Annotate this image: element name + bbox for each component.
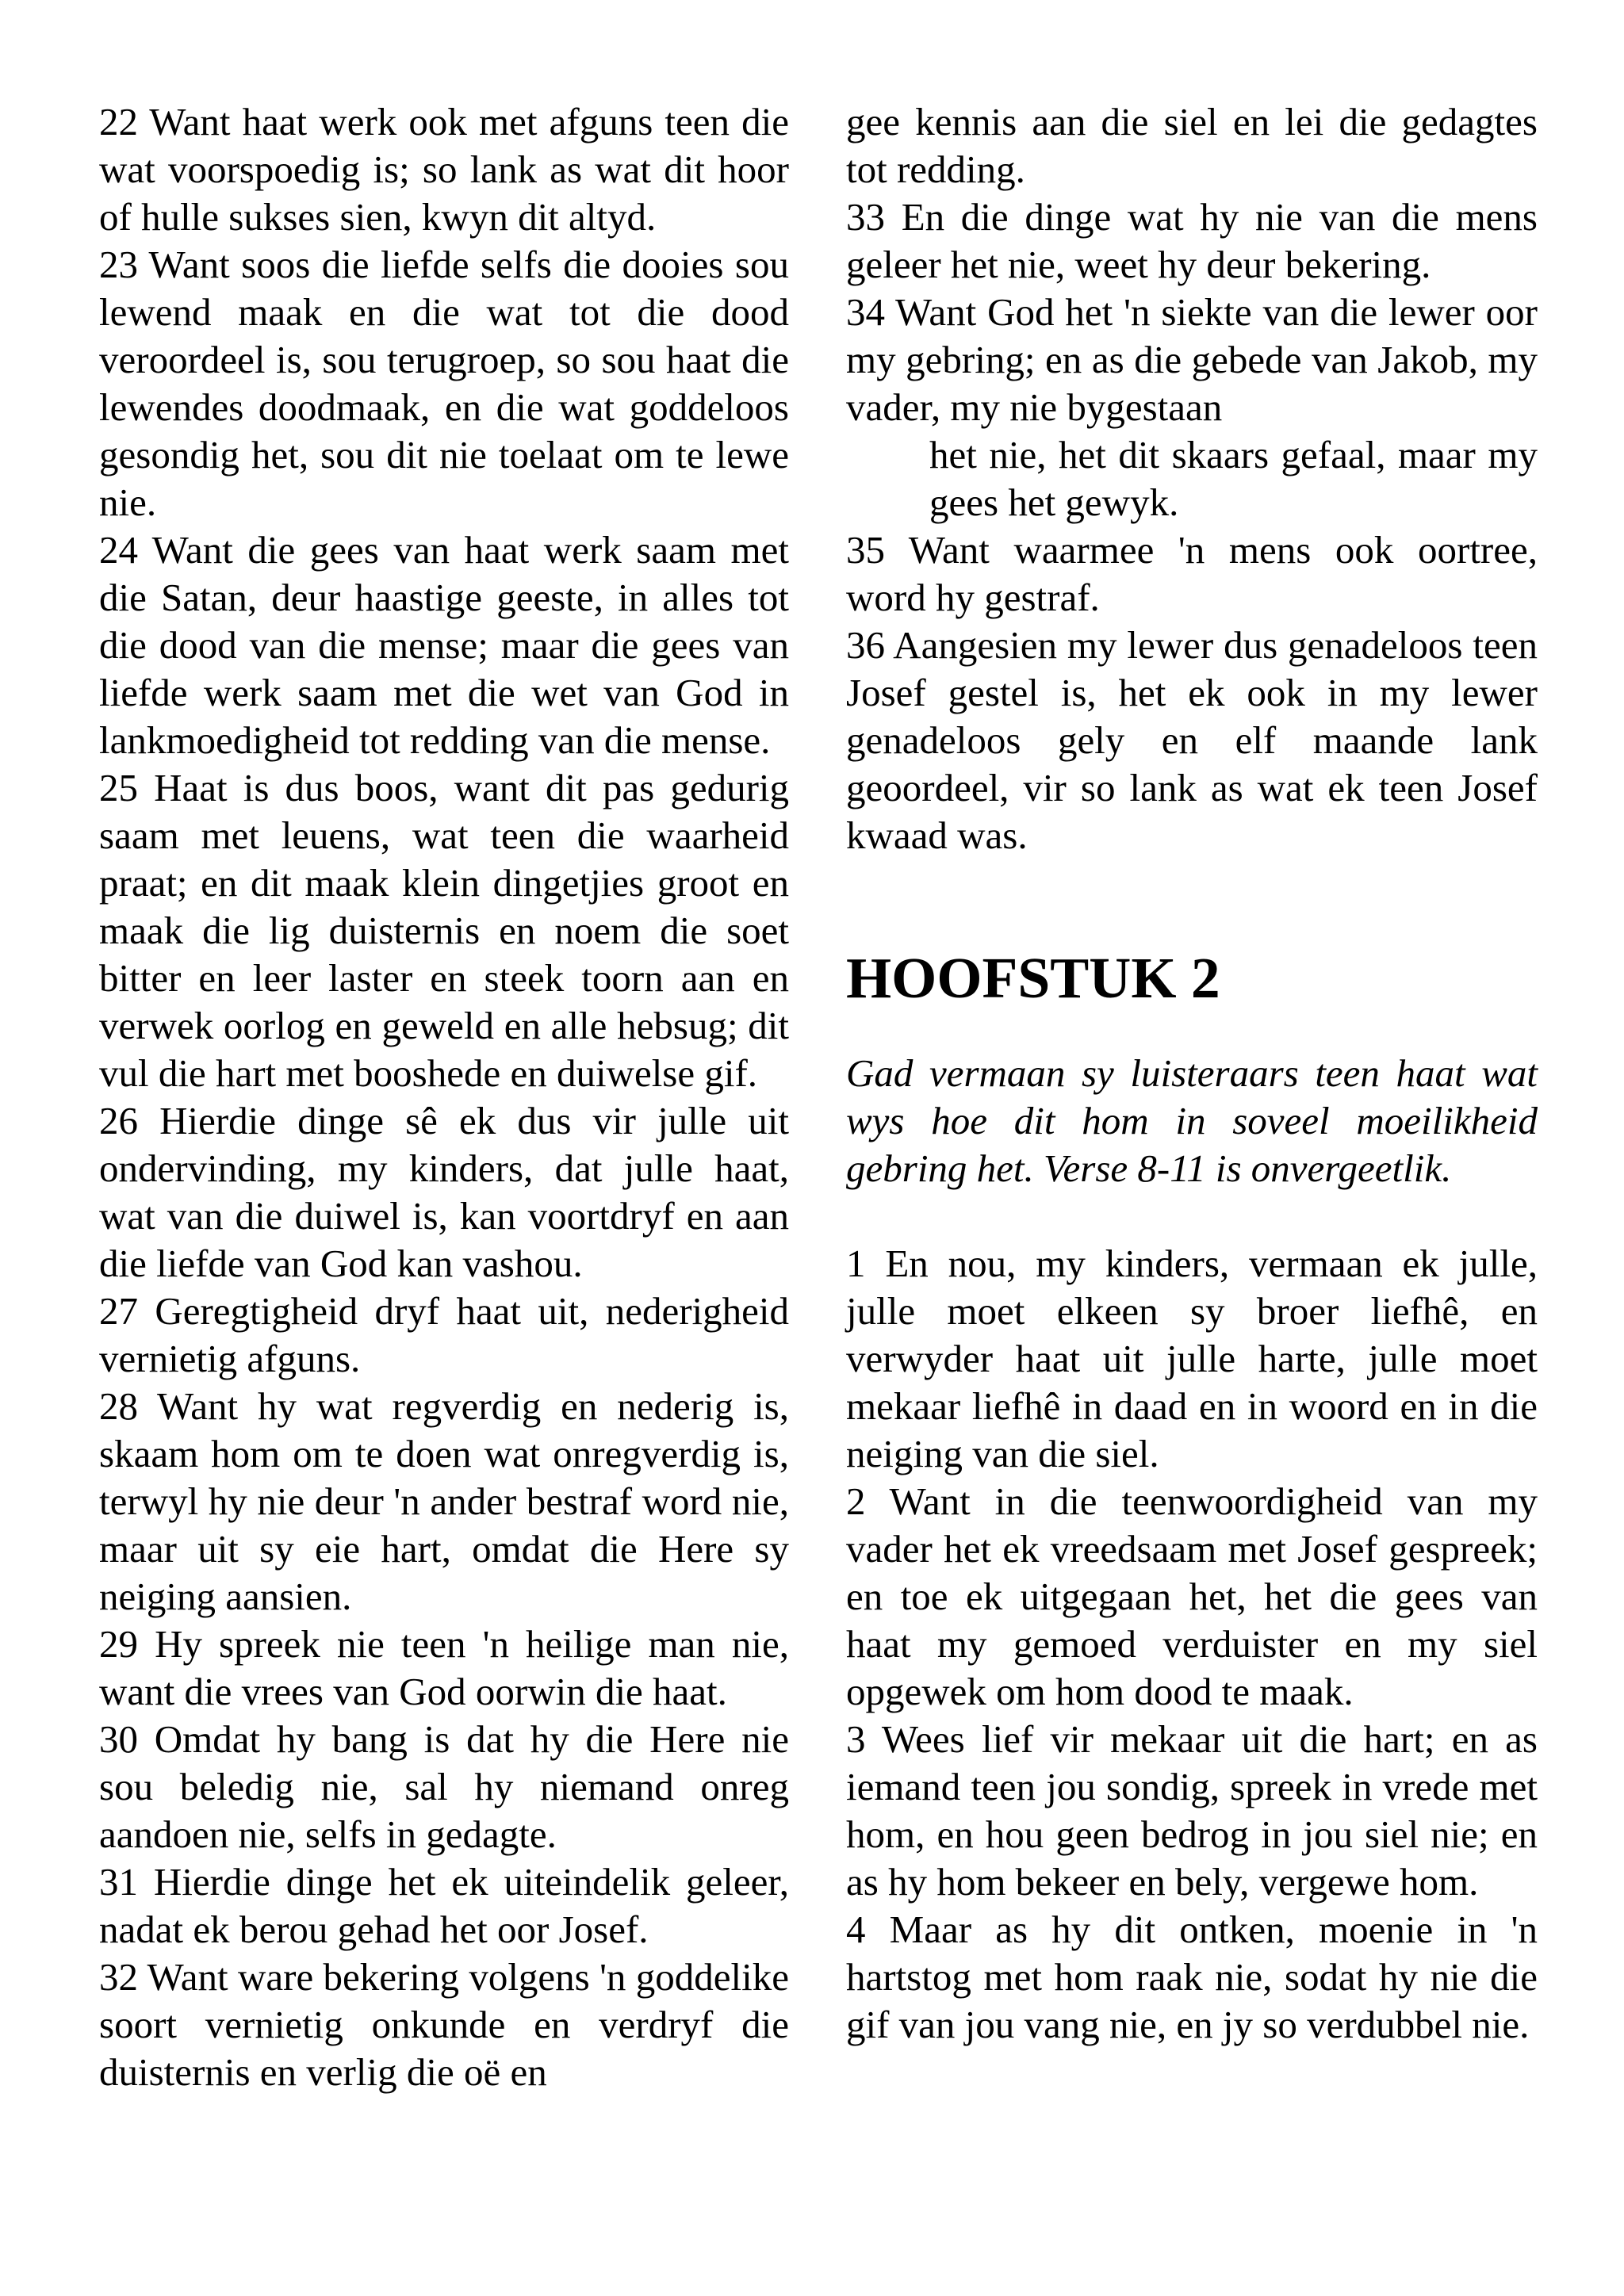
verse-33: 33 En die dinge wat hy nie van die mens geleer het nie, weet hy deur bekering. xyxy=(846,195,1538,286)
verse-27: 27 Geregtigheid dryf haat uit, nederigheid vernietig afguns. xyxy=(99,1289,789,1380)
verse-32: 32 Want ware bekering volgens 'n goddelike soort vernietig onkunde en verdryf die duisternis en verlig die oë en xyxy=(99,1955,789,2094)
verse-22: 22 Want haat werk ook met afguns teen die wat voorspoedig is; so lank as wat dit hoor of hulle sukses sien, kwyn dit altyd. xyxy=(99,100,789,239)
verse-23: 23 Want soos die liefde selfs die dooies sou lewend maak en die wat tot die dood veroordeel is, sou terugroep, so sou haat die lewendes doodmaak, en die wat goddeloos gesondig het, sou dit nie toelaat om te lewe nie. xyxy=(99,243,789,524)
chapter-heading: HOOFSTUK 2 xyxy=(846,946,1220,1010)
verse-28: 28 Want hy wat regverdig en nederig is, skaam hom om te doen wat onregverdig is, terwyl hy nie deur 'n ander bestraf word nie, maar uit sy eie hart, omdat die Here sy neiging aansien. xyxy=(99,1384,789,1618)
verse-32-continuation: gee kennis aan die siel en lei die gedagtes tot redding. xyxy=(846,100,1538,191)
verse-34-continuation: het nie, het dit skaars gefaal, maar my gees het gewyk. xyxy=(929,433,1538,524)
verse-36: 36 Aangesien my lewer dus genadeloos teen Josef gestel is, het ek ook in my lewer genadeloos gely en elf maande lank geoordeel, vir so lank as wat ek teen Josef kwaad was. xyxy=(846,623,1538,857)
verse-25: 25 Haat is dus boos, want dit pas gedurig saam met leuens, wat teen die waarheid praat; en dit maak klein dingetjies groot en maak die lig duisternis en noem die soet bitter en leer laster en steek toorn aan en verwek oorlog en geweld en alle hebsug; dit vul die hart met booshede en duiwelse gif. xyxy=(99,766,789,1095)
chapter2-verse-3: 3 Wees lief vir mekaar uit die hart; en as iemand teen jou sondig, spreek in vrede met hom, en hou geen bedrog in jou siel nie; en as hy hom bekeer en bely, vergewe hom. xyxy=(846,1717,1538,1904)
verse-31: 31 Hierdie dinge het ek uiteindelik geleer, nadat ek berou gehad het oor Josef. xyxy=(99,1860,789,1951)
chapter-summary: Gad vermaan sy luisteraars teen haat wat wys hoe dit hom in soveel moeilikheid gebring het. Verse 8-11 is onvergeetlik. xyxy=(846,1051,1538,1190)
chapter2-verse-1: 1 En nou, my kinders, vermaan ek julle, julle moet elkeen sy broer liefhê, en verwyder haat uit julle harte, julle moet mekaar liefhê in daad en in woord en in die neiging van die siel. xyxy=(846,1242,1538,1475)
right-column xyxy=(846,98,1538,2049)
chapter2-verse-4: 4 Maar as hy dit ontken, moenie in 'n hartstog met hom raak nie, sodat hy nie die gif van jou vang nie, en jy so verdubbel nie. xyxy=(846,1908,1538,2046)
verse-35: 35 Want waarmee 'n mens ook oortree, word hy gestraf. xyxy=(846,528,1538,619)
verse-30: 30 Omdat hy bang is dat hy die Here nie sou beledig nie, sal hy niemand onreg aandoen nie, selfs in gedagte. xyxy=(99,1717,789,1856)
verse-34: 34 Want God het 'n siekte van die lewer oor my gebring; en as die gebede van Jakob, my vader, my nie bygestaan xyxy=(846,290,1538,429)
verse-29: 29 Hy spreek nie teen 'n heilige man nie, want die vrees van God oorwin die haat. xyxy=(99,1622,789,1713)
verse-24: 24 Want die gees van haat werk saam met die Satan, deur haastige geeste, in alles tot die dood van die mense; maar die gees van liefde werk saam met die wet van God in lankmoedigheid tot redding van die mense. xyxy=(99,528,789,762)
spacer xyxy=(846,1192,1538,1240)
spacer xyxy=(846,859,1538,955)
left-column xyxy=(99,98,789,2096)
verse-26: 26 Hierdie dinge sê ek dus vir julle uit ondervinding, my kinders, dat julle haat, wat van die duiwel is, kan voortdryf en aan die liefde van God kan vashou. xyxy=(99,1099,789,1285)
chapter2-verse-2: 2 Want in die teenwoordigheid van my vader het ek vreedsaam met Josef gespreek; en toe ek uitgegaan het, het die gees van haat my gemoed verduister en my siel opgewek om hom dood te maak. xyxy=(846,1479,1538,1713)
